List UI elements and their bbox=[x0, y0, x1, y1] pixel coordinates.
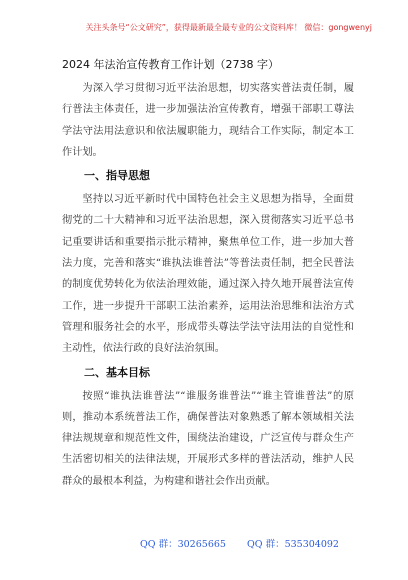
footer-qq-group-2: QQ 群：535304092 bbox=[246, 539, 339, 550]
section-heading-guiding: 一、指导思想 bbox=[84, 169, 150, 183]
header-note: 关注头条号“公文研究”，获得最新最全最专业的公文资料库！ 微信：gongwenyj bbox=[85, 23, 372, 32]
page-footer bbox=[140, 536, 339, 550]
section-text-goals: 按照“谁执法谁普法”“谁服务谁普法”“谁主管谁普法”的原则，推动本系统普法工作，确保普法对象熟悉了解本领域相关法律法规规章和规范性文件，围绕法治建设，广泛宣传与群众生产生活密切相关的法律法规，开展形式多样的普法活动，维护人民群众的最根本利益，为构建和谐社会作出贡献。 bbox=[62, 390, 354, 487]
document-title: 2024 年法治宣传教育工作计划（2738 字） bbox=[62, 58, 279, 71]
section-text-guiding: 坚持以习近平新时代中国特色社会主义思想为指导，全面贯彻党的二十大精神和习近平法治思想，深入贯彻落实习近平总书记重要讲话和重要指示批示精神，聚焦单位工作，进一步加大普法力度，完善和落实“谁执法谁普法”等普法责任制，把全民普法的制度优势转化为依法治理效能，通过深入持久地开展普法宣传工作，进一步提升干部职工法治素养，运用法治思维和法治方式管理和服务社会的水平，形成带头尊法学法守法用法的自觉性和主动性，依法行政的良好法治氛围。 bbox=[62, 194, 354, 355]
section-heading-goals: 二、基本目标 bbox=[84, 365, 150, 379]
page-header bbox=[0, 22, 408, 33]
intro-paragraph: 为深入学习贯彻习近平法治思想，切实落实普法责任制，履行普法主体责任，进一步加强法治宣传教育，增强干部职工尊法学法守法用法意识和依法履职能力，现结合工作实际，制定本工作计划。 bbox=[62, 83, 354, 158]
footer-qq-group-1: QQ 群：30265665 bbox=[140, 539, 226, 550]
document-body bbox=[62, 78, 354, 492]
